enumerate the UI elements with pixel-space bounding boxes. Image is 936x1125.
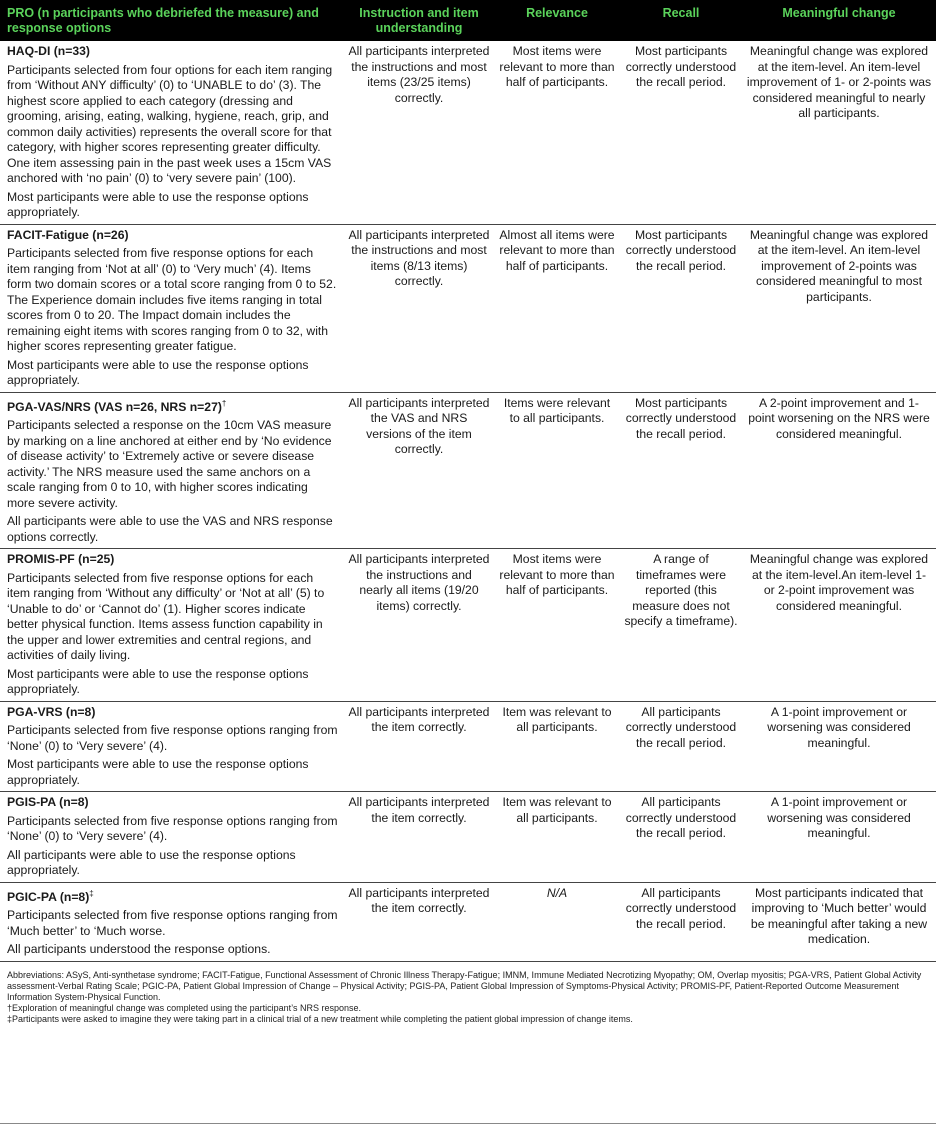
meaningful-change-cell: Meaningful change was explored at the item-level. An item-level improvement of 1- or 2-points was considered meaningful to nearly all participants.: [742, 41, 936, 224]
pro-name: FACIT-Fatigue (n=26): [7, 227, 129, 242]
meaningful-change-cell: Meaningful change was explored at the item-level.An item-level 1- or 2-point improvement was considered meaningful.: [742, 549, 936, 702]
relevance-cell: Items were relevant to all participants.: [494, 392, 620, 549]
recall-cell: Most participants correctly understood the recall period.: [620, 41, 742, 224]
instruction-cell: All participants interpreted the instructions and most items (8/13 items) correctly.: [344, 224, 494, 392]
header-recall: Recall: [662, 6, 700, 20]
pro-name: PGIS-PA (n=8): [7, 795, 89, 810]
instruction-cell: All participants interpreted the item correctly.: [344, 882, 494, 961]
relevance-cell: Item was relevant to all participants.: [494, 701, 620, 792]
table-row: [0, 792, 936, 883]
instruction-cell: All participants interpreted the instructions and nearly all items (19/20 items) correctly.: [344, 549, 494, 702]
pro-cell: [0, 549, 344, 702]
pro-name: HAQ-DI (n=33): [7, 44, 90, 58]
pro-name: PGIC-PA (n=8)‡: [7, 888, 94, 904]
table-row: [0, 701, 936, 792]
recall-cell: Most participants correctly understood the recall period.: [620, 392, 742, 549]
recall-cell: All participants correctly understood the recall period.: [620, 792, 742, 883]
pro-description: Participants selected from five response options for each item ranging from ‘Without any difficulty’ or ‘Not at all’ (5) to ‘Unable to do’ or ‘Cannot do’ (1). Higher scores indicate better physical function. Items assess function capability in the upper and lower extremities and central regions, and activities of daily living.: [7, 570, 325, 663]
relevance-cell: Most items were relevant to more than half of participants.: [494, 41, 620, 224]
recall-cell: A range of timeframes were reported (this measure does not specify a timeframe).: [620, 549, 742, 702]
header-relevance: Relevance: [526, 6, 588, 20]
pro-name: PGA-VRS (n=8): [7, 704, 96, 719]
pro-description: Participants selected from four options for each item ranging from ‘Without ANY difficulty’ (0) to ‘UNABLE to do’ (3). The highest score applied to each category (dressing and grooming, arising, eating, walking, hygiene, reach, grip, and common daily activities) represents the overall score for that category, with higher scores representing greater difficulty. One item assessing pain in the past week uses a 15cm VAS anchored with ‘no pain’ (0) to ‘very severe pain’ (100).: [7, 62, 333, 185]
pro-name: PGA-VAS/NRS (VAS n=26, NRS n=27)†: [7, 398, 227, 414]
table-row: [0, 882, 936, 961]
meaningful-change-cell: A 1-point improvement or worsening was considered meaningful.: [742, 792, 936, 883]
pro-cell: [0, 701, 344, 792]
pro-description: Participants selected from five response options ranging from ‘Much better’ to ‘Much worse.: [7, 908, 338, 938]
pro-cell: [0, 224, 344, 392]
pro-description: Participants selected from five response options ranging from ‘None’ (0) to ‘Very severe’ (4).: [7, 723, 338, 753]
instruction-cell: All participants interpreted the item correctly.: [344, 701, 494, 792]
table-row: [0, 224, 936, 392]
recall-cell: All participants correctly understood the recall period.: [620, 882, 742, 961]
double-dagger-mark: ‡: [89, 888, 94, 898]
bottom-divider: [0, 1123, 936, 1124]
pro-response-use: All participants understood the response options.: [7, 942, 271, 957]
pro-response-use: Most participants were able to use the response options appropriately.: [7, 189, 309, 219]
dagger-mark: †: [221, 398, 227, 408]
instruction-cell: All participants interpreted the item correctly.: [344, 792, 494, 883]
pro-description: Participants selected a response on the 10cm VAS measure by marking on a line anchored at either end by ‘No evidence of disease activity’ to ‘Extremely active or severe disease activity.’ The NRS measure used the same anchors on a scale ranging from 0 to 10, with higher scores indicating more severe activity.: [7, 418, 332, 510]
meaningful-change-cell: A 2-point improvement and 1-point worsening on the NRS were considered meaningful.: [742, 392, 936, 549]
pro-response-use: Most participants were able to use the response options appropriately.: [7, 357, 309, 387]
relevance-cell: Almost all items were relevant to more than half of participants.: [494, 224, 620, 392]
header-row: [0, 0, 936, 41]
instruction-cell: All participants interpreted the VAS and NRS versions of the item correctly.: [344, 392, 494, 549]
pro-name: PROMIS-PF (n=25): [7, 552, 115, 567]
pro-cell: [0, 392, 344, 549]
pro-response-use: All participants were able to use the response options appropriately.: [7, 847, 296, 878]
pro-cell: [0, 41, 344, 224]
pro-description: Participants selected from five response options ranging from ‘None’ (0) to ‘Very severe’ (4).: [7, 813, 338, 844]
header-instruction: Instruction and item understanding: [359, 6, 479, 35]
pro-response-use: All participants were able to use the VAS and NRS response options correctly.: [7, 514, 333, 544]
header-pro: PRO (n participants who debriefed the measure) and response options: [7, 6, 319, 35]
recall-cell: All participants correctly understood the recall period.: [620, 701, 742, 792]
relevance-cell: Most items were relevant to more than half of participants.: [494, 549, 620, 702]
table-row: [0, 392, 936, 549]
abbreviations-note: Abbreviations: ASyS, Anti-synthetase syndrome; FACIT-Fatigue, Functional Assessment of Chronic Illness Therapy-Fatigue; IMNM, Immune Mediated Necrotizing Myopathy; OM, Overlap myositis; PGA-VRS, Patient Global Activity assessment-Verbal Rating Scale; PGIC-PA, Patient Global Impression of Change – Physical Activity; PGIS-PA, Patient Global Impression of Symptoms-Physical Activity; PROMIS-PF, Patient-Reported Outcome Measurement Information System-Physical Function.: [7, 969, 922, 1003]
dagger-note: †Exploration of meaningful change was completed using the participant’s NRS response.: [7, 1003, 362, 1014]
meaningful-change-cell: Meaningful change was explored at the item-level. An item-level improvement of 2-points was considered meaningful to most participants.: [742, 224, 936, 392]
relevance-cell: N/A: [494, 882, 620, 961]
meaningful-change-cell: A 1-point improvement or worsening was considered meaningful.: [742, 701, 936, 792]
pro-response-use: Most participants were able to use the response options appropriately.: [7, 666, 309, 697]
recall-cell: Most participants correctly understood the recall period.: [620, 224, 742, 392]
table-row: [0, 549, 936, 702]
pro-cell: [0, 792, 344, 883]
instruction-cell: All participants interpreted the instructions and most items (23/25 items) correctly.: [344, 41, 494, 224]
table-header: [0, 0, 936, 41]
pro-cell: [0, 882, 344, 961]
relevance-cell: Item was relevant to all participants.: [494, 792, 620, 883]
table-row: [0, 41, 936, 224]
double-dagger-note: ‡Participants were asked to imagine they were taking part in a clinical trial of a new treatment while completing the patient global impression of change items.: [7, 1014, 633, 1025]
header-meaningful-change: Meaningful change: [782, 6, 896, 20]
pro-response-use: Most participants were able to use the response options appropriately.: [7, 757, 309, 787]
pro-description: Participants selected from five response options for each item ranging from ‘Not at all’ (0) to ‘Very much’ (4). Items form two domain scores or a total score ranging from 0 to 52. The Experience domain includes five items ranging in total scores from 0 to 20. The Impact domain includes the remaining eight items with scores ranging from 0 to 32, with higher scores representing greater fatigue.: [7, 246, 337, 353]
table-footnotes: [0, 962, 936, 1026]
table-body: [0, 41, 936, 961]
meaningful-change-cell: Most participants indicated that improving to ‘Much better’ would be meaningful after taking a new medication.: [742, 882, 936, 961]
